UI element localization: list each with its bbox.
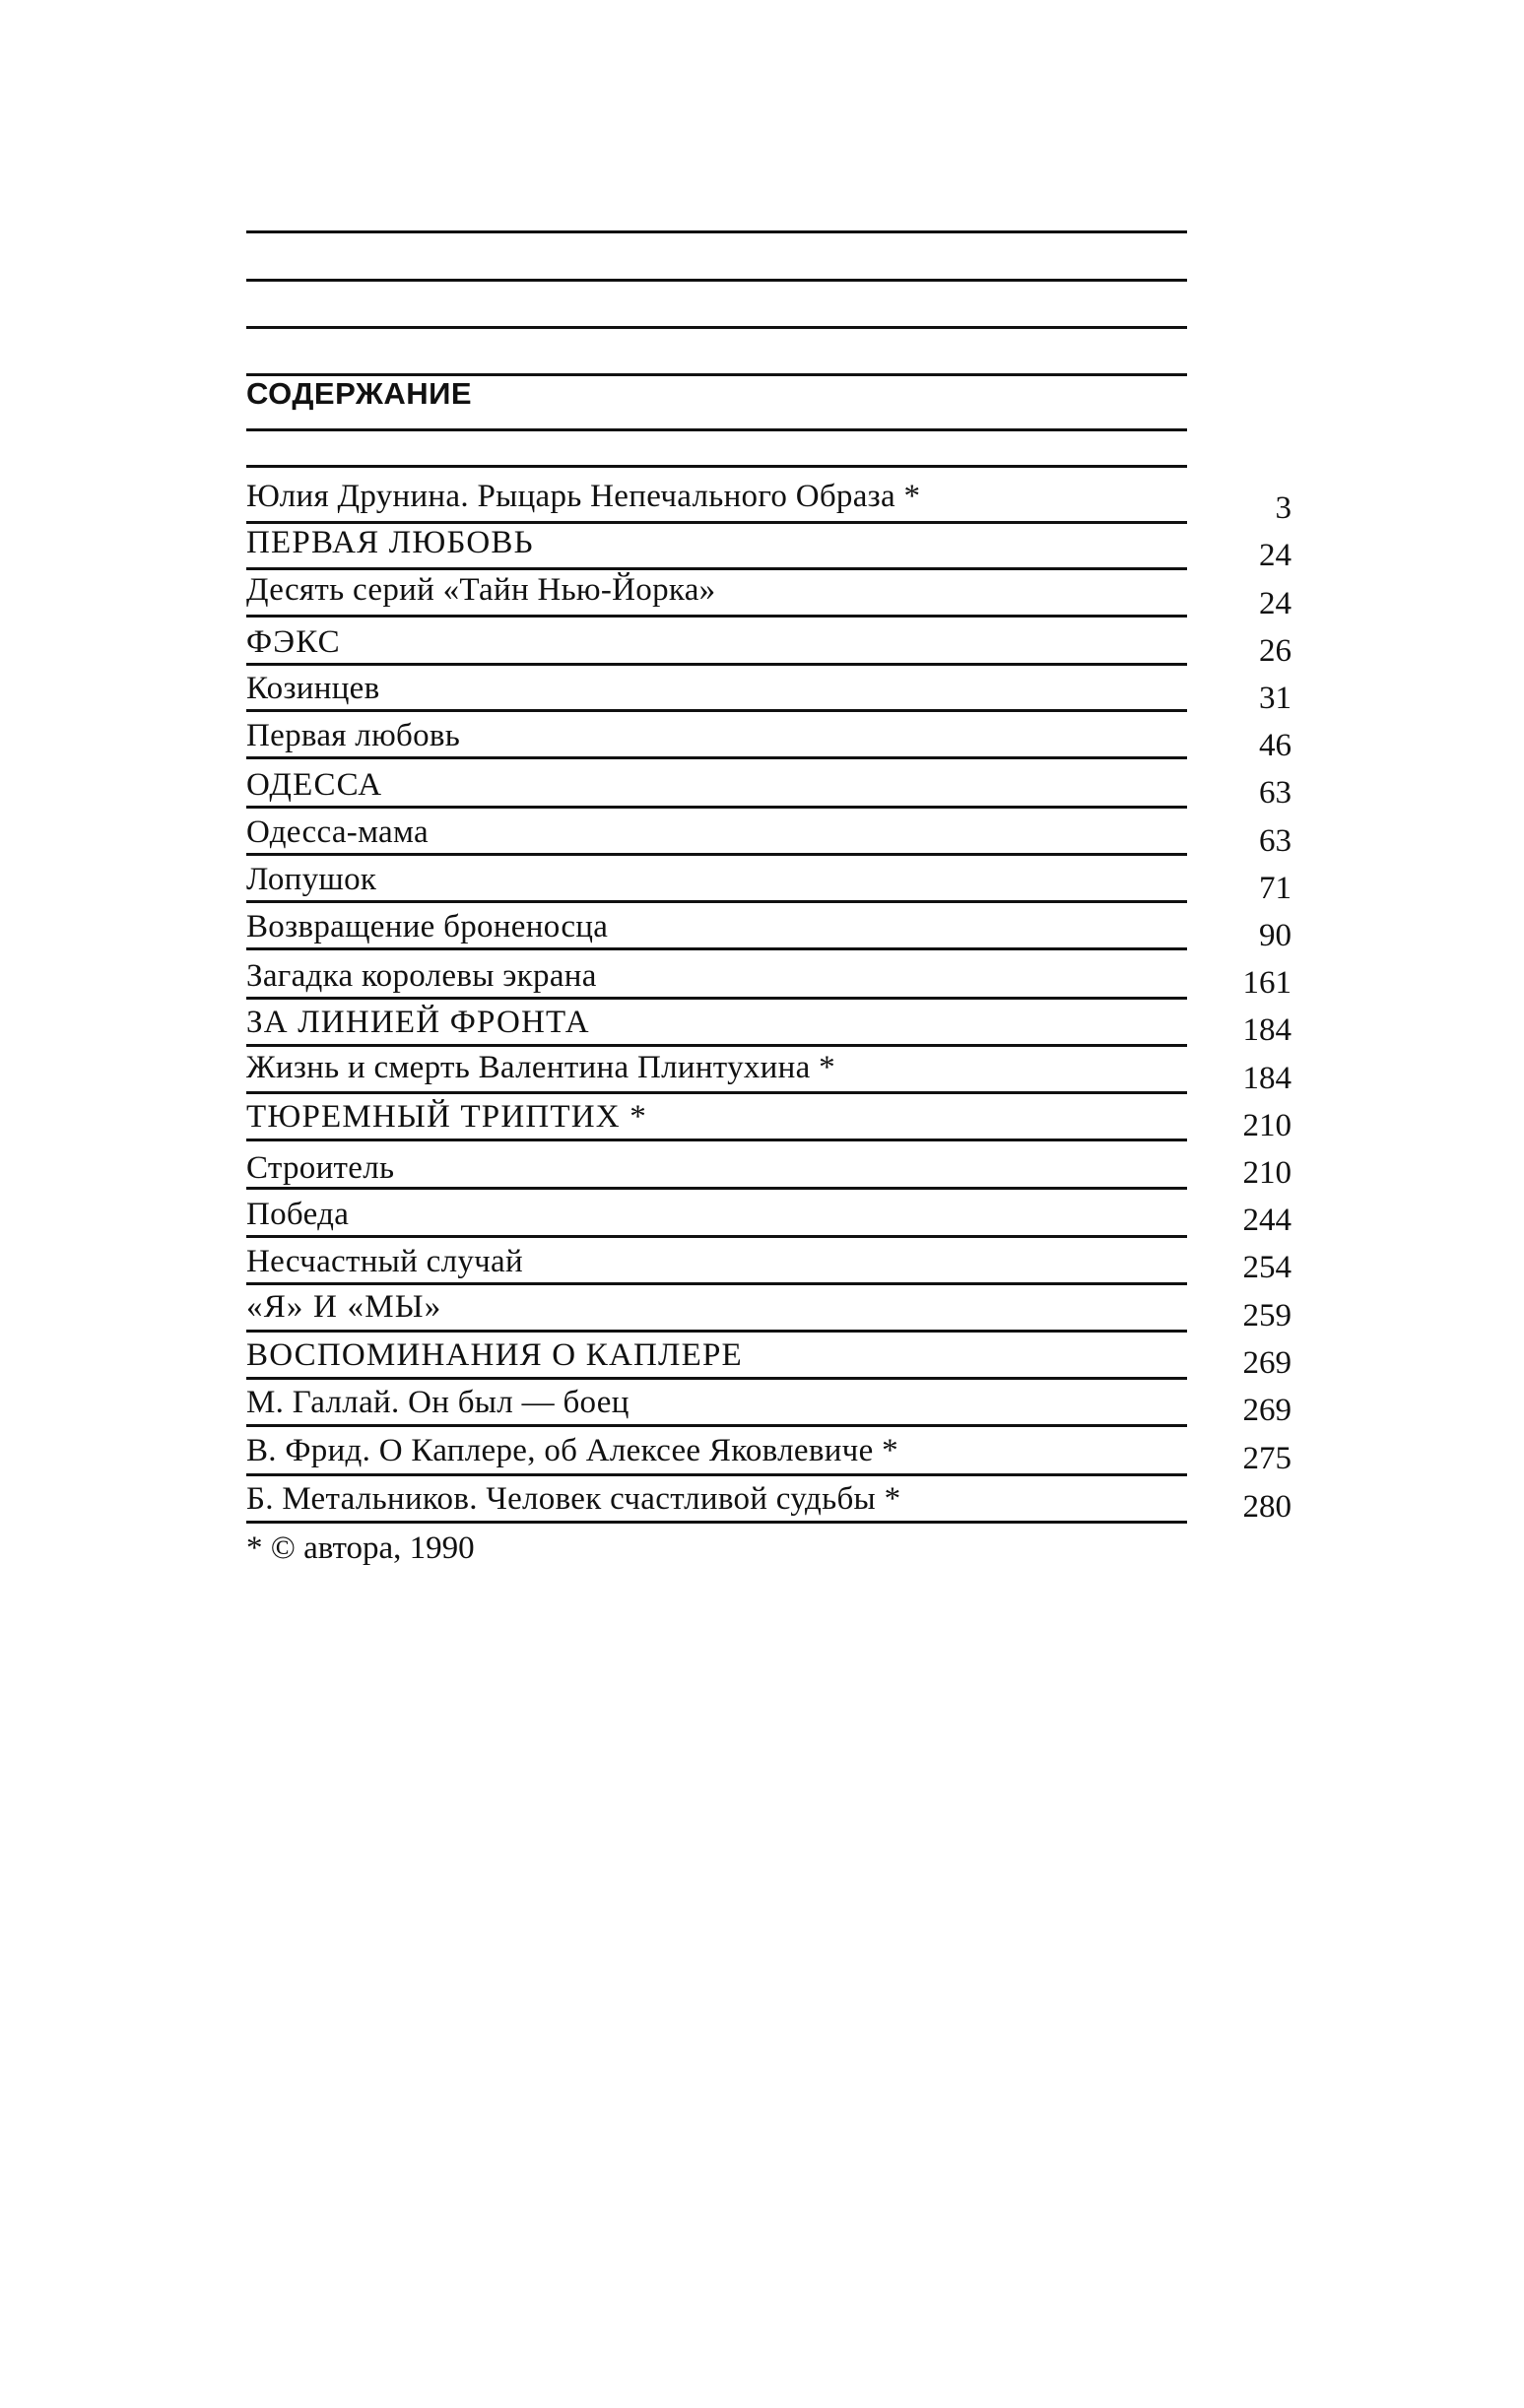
- toc-entry-page: 210: [1242, 1108, 1292, 1143]
- top-rule: [246, 279, 1187, 282]
- heading-underline: [246, 465, 1187, 468]
- toc-entry-rule: [246, 1521, 1187, 1524]
- toc-entry-rule: [246, 900, 1187, 903]
- toc-entry-title: ТЮРЕМНЫЙ ТРИПТИХ *: [246, 1099, 647, 1135]
- toc-entry-rule: [246, 947, 1187, 950]
- toc-entry-page: 210: [1242, 1155, 1292, 1191]
- copyright-footnote: * © автора, 1990: [246, 1530, 475, 1566]
- toc-entry-rule: [246, 521, 1187, 524]
- toc-entry-rule: [246, 756, 1187, 759]
- toc-entry-page: 275: [1242, 1441, 1292, 1476]
- toc-entry-title: Строитель: [246, 1150, 395, 1186]
- heading-underline: [246, 428, 1187, 431]
- toc-entry-title: Лопушок: [246, 862, 377, 897]
- toc-entry-title: Первая любовь: [246, 718, 461, 753]
- toc-entry-rule: [246, 663, 1187, 666]
- toc-entry-title: Победа: [246, 1197, 350, 1232]
- toc-entry-rule: [246, 1330, 1187, 1333]
- contents-heading: СОДЕРЖАНИЕ: [246, 376, 473, 411]
- toc-entry-page: 46: [1259, 728, 1292, 763]
- toc-entry-title: Козинцев: [246, 671, 380, 706]
- toc-entry-title: Юлия Друнина. Рыцарь Непечального Образа *: [246, 479, 921, 514]
- toc-entry-page: 63: [1259, 823, 1292, 859]
- toc-entry-page: 280: [1242, 1489, 1292, 1525]
- top-rule: [246, 230, 1187, 233]
- toc-entry-page: 269: [1242, 1393, 1292, 1428]
- toc-entry-title: Жизнь и смерть Валентина Плинтухина *: [246, 1050, 835, 1085]
- toc-entry-rule: [246, 567, 1187, 570]
- toc-entry-page: 90: [1259, 918, 1292, 953]
- toc-entry-page: 31: [1259, 681, 1292, 716]
- toc-entry-title: М. Галлай. Он был — боец: [246, 1385, 629, 1420]
- toc-entry-title: ЗА ЛИНИЕЙ ФРОНТА: [246, 1005, 590, 1040]
- toc-entry-rule: [246, 1282, 1187, 1285]
- toc-entry-rule: [246, 1044, 1187, 1047]
- toc-entry-page: 24: [1259, 586, 1292, 621]
- toc-entry-page: 269: [1242, 1345, 1292, 1381]
- toc-entry-title: Несчастный случай: [246, 1244, 523, 1279]
- toc-entry-title: Одесса-мама: [246, 814, 429, 850]
- toc-entry-rule: [246, 615, 1187, 618]
- toc-entry-page: 184: [1242, 1012, 1292, 1048]
- toc-entry-page: 184: [1242, 1061, 1292, 1096]
- toc-entry-rule: [246, 1473, 1187, 1476]
- toc-entry-page: 161: [1242, 965, 1292, 1001]
- toc-entry-page: 24: [1259, 538, 1292, 573]
- toc-entry-page: 3: [1275, 490, 1292, 526]
- toc-entry-title: Б. Метальников. Человек счастливой судьбы *: [246, 1481, 901, 1517]
- toc-entry-rule: [246, 1139, 1187, 1141]
- toc-entry-rule: [246, 1091, 1187, 1094]
- toc-entry-page: 244: [1242, 1203, 1292, 1238]
- toc-entry-rule: [246, 709, 1187, 712]
- top-rule: [246, 326, 1187, 329]
- toc-entry-title: ВОСПОМИНАНИЯ О КАПЛЕРЕ: [246, 1337, 743, 1373]
- toc-entry-title: «Я» И «МЫ»: [246, 1289, 442, 1325]
- toc-entry-rule: [246, 1377, 1187, 1380]
- toc-entry-rule: [246, 1424, 1187, 1427]
- toc-entry-title: Десять серий «Тайн Нью-Йорка»: [246, 572, 716, 608]
- toc-entry-page: 71: [1259, 871, 1292, 906]
- toc-entry-rule: [246, 1235, 1187, 1238]
- toc-entry-page: 259: [1242, 1298, 1292, 1334]
- toc-entry-title: Загадка королевы экрана: [246, 958, 597, 994]
- toc-entry-title: ФЭКС: [246, 624, 341, 660]
- toc-entry-rule: [246, 997, 1187, 1000]
- toc-entry-title: ПЕРВАЯ ЛЮБОВЬ: [246, 525, 534, 560]
- toc-entry-page: 254: [1242, 1250, 1292, 1285]
- toc-entry-title: Возвращение броненосца: [246, 909, 609, 944]
- toc-entry-rule: [246, 1187, 1187, 1190]
- toc-entry-title: ОДЕССА: [246, 767, 383, 803]
- toc-entry-page: 63: [1259, 775, 1292, 811]
- toc-entry-title: В. Фрид. О Каплере, об Алексее Яковлевиче *: [246, 1433, 898, 1468]
- toc-entry-rule: [246, 806, 1187, 809]
- toc-entry-rule: [246, 853, 1187, 856]
- toc-entry-page: 26: [1259, 633, 1292, 669]
